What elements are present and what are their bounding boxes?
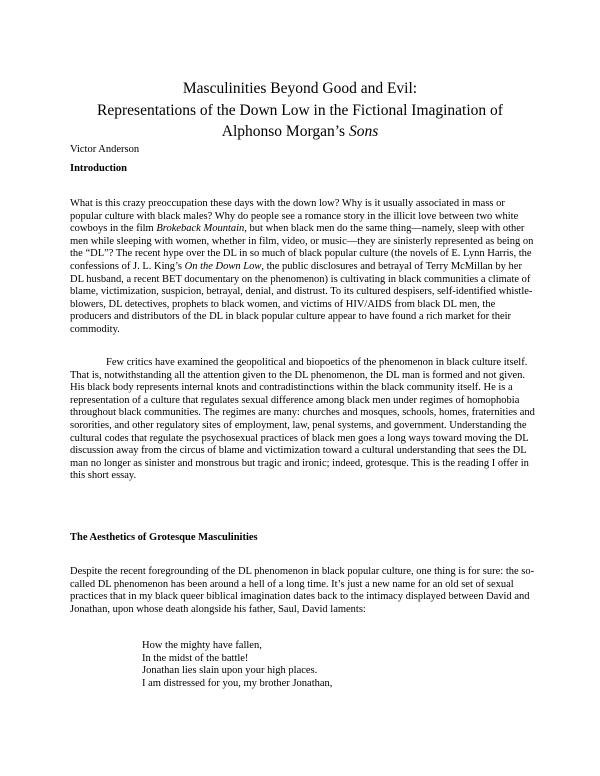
author-name: Victor Anderson [70,144,140,155]
intro-p1-text-2: , but when black men do the same thing—namely, sleep with other men while sleeping with women, whether in film, video, or music—they are sinisterly represented as being on the “DL”? The recent hype over the DL in so much of black popular culture (the novels of E. Lynn Harris, the confessions of J. L. King’s [70,223,534,272]
intro-p1-text-3: , the public disclosures and betrayal of Terry McMillan by her DL husband, a recent BET documentary on the phenomenon) is cultivating in black communities a climate of blame, victimization, suspicion, betrayal, denial, and distrust. To its cultured despisers, self-identified whistle-blowers, DL detectives, prophets to black women, and victims of HIV/AIDS from black DL men, the producers and distributors of the DL in black popular culture appear to have found a rich market for their commodity. [70,260,533,335]
verse-line: I am distressed for you, my brother Jonathan, [142,677,333,689]
intro-p1-text-1: What is this crazy preoccupation these days with the down low? Why is it usually associated in mass or popular culture with black males? Why do people see a romance story in the illicit love between two white cowboys in the film [70,198,519,235]
intro-paragraph-1 [70,198,538,337]
section-heading-aesthetics: The Aesthetics of Grotesque Masculinities [70,532,258,543]
title-line-3-italic: Sons [348,123,379,140]
section-heading-introduction: Introduction [70,163,127,174]
verse-quote [142,640,332,690]
verse-line: Jonathan lies slain upon your high places. [142,665,318,677]
film-title: Brokeback Mountain [156,223,245,235]
aesthetics-paragraph-1: Despite the recent foregrounding of the DL phenomenon in black popular culture, one thing is for sure: the so-called DL phenomenon has been around a hell of a long time. It’s just a new name for an old set of sexual practices that in my black queer biblical imagination dates back to the intimacy displayed between David and Jonathan, upon whose death alongside his father, Saul, David laments: [70,566,535,615]
intro-paragraph-2: Few critics have examined the geopolitical and biopoetics of the phenomenon in black culture itself. That is, notwithstanding all the attention given to the DL phenomenon, the DL man is formed and not given. His black body represents internal knots and contradistinctions within the black community itself. He is a representation of a culture that regulates sexual difference among black men under regimes of homophobia throughout black communities. The regimes are many: churches and mosques, schools, homes, fraternities and sororities, and other regulatory sites of employment, law, penal systems, and government. Understanding the cultural codes that regulate the psychosexual practices of black men goes a long ways toward moving the DL discussion away from the circus of blame and victimization toward a cultural understanding that sees the DL man no longer as sinister and monstrous but tragic and ironic; indeed, grotesque. This is the reading I offer in this short essay. [70,357,535,482]
title-line-2-3 [60,100,540,142]
title-line-3-prefix: Alphonso Morgan’s [221,123,349,140]
title-line-1: Masculinities Beyond Good and Evil: [182,80,418,97]
verse-line: In the midst of the battle! [142,652,249,664]
book-title: On the Down Low [184,260,262,272]
title-line-2: Representations of the Down Low in the Fictional Imagination of [97,102,503,119]
verse-line: How the mighty have fallen, [142,640,262,651]
